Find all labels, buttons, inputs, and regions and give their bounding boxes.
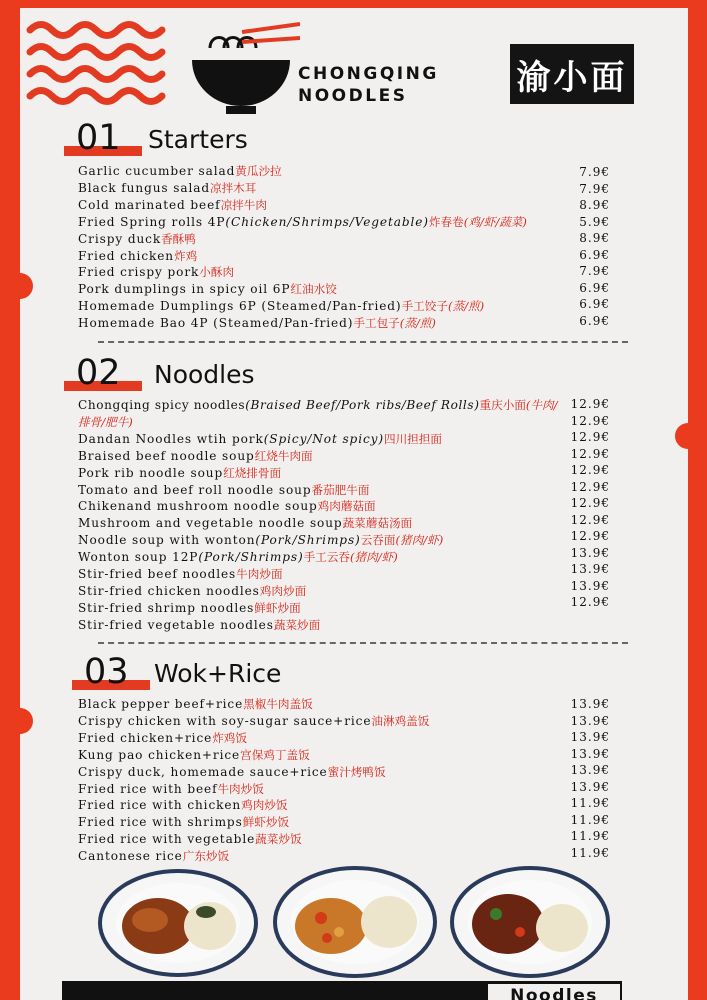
- menu-item-zh: 蔬菜蘑菇汤面: [342, 516, 413, 531]
- menu-item-price: 6.9€: [579, 247, 610, 262]
- menu-item-en: Pork dumplings in spicy oil 6P: [78, 282, 291, 297]
- menu-item-en: Garlic cucumber salad: [78, 164, 236, 178]
- section-title: Noodles: [154, 360, 255, 389]
- menu-item: [78, 583, 560, 600]
- menu-item-zh: 广东炒饭: [182, 849, 230, 864]
- menu-item-chinese: [254, 601, 300, 615]
- menu-item-zh: 红烧牛肉面: [254, 448, 313, 463]
- menu-item-en: Stir-fried vegetable noodles: [78, 617, 274, 632]
- menu-item-en: Kung pao chicken+rice: [78, 747, 241, 762]
- menu-item-zh: 炸鸡饭: [212, 730, 247, 745]
- menu-item-zh: 蔬菜炒饭: [255, 832, 302, 847]
- menu-item-en: Chongqing spicy noodles: [78, 398, 246, 412]
- menu-item-chinese: [221, 198, 267, 212]
- menu-item-en: Braised beef noodle soup: [78, 448, 255, 463]
- menu-item-price: 12.9€: [570, 595, 610, 609]
- menu-item-en: Homemade Bao 4P (Steamed/Pan-fried): [78, 316, 354, 331]
- chinese-name-badge: 渝小面: [510, 44, 634, 104]
- menu-item-chinese: [217, 782, 263, 796]
- menu-item-en: Fried rice with chicken: [78, 798, 242, 813]
- wok-rice-prices: [558, 696, 610, 861]
- menu-item-chinese: [311, 483, 369, 497]
- menu-item: [78, 298, 560, 315]
- logo-line-2: NOODLES: [298, 86, 408, 106]
- menu-item-en: Mushroom and vegetable noodle soup: [78, 516, 343, 531]
- menu-item-zh: 红烧排骨面: [223, 465, 282, 480]
- menu-item-price: 11.9€: [570, 812, 610, 827]
- menu-item-en: Noodle soup with wonton: [78, 533, 256, 548]
- menu-item-note: (Pork/Shrimps): [255, 533, 361, 548]
- menu-item: [78, 197, 560, 214]
- edge-notch: [675, 423, 688, 449]
- menu-item-price: 11.9€: [570, 829, 610, 843]
- menu-item-chinese: [304, 550, 398, 564]
- menu-item-chinese: [240, 748, 310, 762]
- menu-item-price: 12.9€: [570, 529, 610, 543]
- menu-item-zh: 鲜虾炒饭: [242, 815, 290, 830]
- menu-item-price: 13.9€: [570, 730, 610, 744]
- menu-item-zh: 炸鸡: [173, 248, 198, 263]
- menu-item-chinese: [210, 181, 256, 195]
- logo-line-1: CHONGQING: [298, 64, 439, 84]
- menu-item-en: Stir-fried shrimp noodles: [78, 600, 255, 615]
- noodle-bowl-icon: [190, 18, 300, 118]
- section-header-wok-rice: [72, 650, 332, 690]
- menu-item-chinese: [402, 299, 485, 313]
- wok-rice-list: [78, 696, 560, 865]
- menu-item-zh: 重庆小面: [479, 398, 526, 412]
- section-number: 01: [76, 118, 121, 158]
- menu-item-note: (Chicken/Shrimps/Vegetable): [225, 214, 429, 229]
- menu-item-price: 12.9€: [570, 397, 610, 411]
- menu-item-price: 13.9€: [570, 545, 610, 560]
- menu-item-chinese: [318, 499, 376, 513]
- menu-item-chinese: [183, 849, 229, 863]
- menu-item: [78, 747, 560, 764]
- section-divider: [98, 341, 628, 343]
- noodles-prices: [558, 396, 610, 611]
- menu-item-zh: 鸡肉炒饭: [241, 798, 288, 813]
- menu-item-price: 12.9€: [570, 413, 610, 428]
- menu-item-zh: 炸春卷: [428, 214, 464, 229]
- menu-item-price: 8.9€: [579, 231, 610, 245]
- menu-item-en: Pork rib noodle soup: [78, 465, 224, 480]
- menu-item: [78, 781, 560, 798]
- menu-item: [78, 498, 560, 515]
- section-header-starters: [64, 116, 324, 156]
- menu-item-en: Chikenand mushroom noodle soup: [78, 499, 318, 514]
- menu-item-zh-note: (牛肉/排骨/肥牛): [78, 398, 558, 429]
- menu-item-chinese: [255, 832, 301, 846]
- menu-item-chinese: [241, 798, 287, 812]
- menu-item: [78, 600, 560, 617]
- menu-item-en: Dandan Noodles wtih pork: [78, 431, 264, 446]
- section-title: Starters: [148, 125, 248, 154]
- menu-item: [78, 264, 560, 281]
- menu-item-price: 5.9€: [579, 214, 610, 229]
- menu-item: [78, 214, 560, 231]
- menu-item-zh: 黑椒牛肉盖饭: [243, 697, 313, 711]
- menu-item-zh: 云吞面: [360, 533, 396, 548]
- menu-item-en: Fried Spring rolls 4P: [78, 214, 226, 229]
- menu-item-price: 7.9€: [579, 165, 610, 179]
- menu-item-zh: 凉拌牛肉: [220, 197, 267, 212]
- menu-item-en: Fried crispy pork: [78, 265, 200, 280]
- menu-item-price: 13.9€: [570, 713, 610, 728]
- menu-item-price: 7.9€: [579, 181, 610, 196]
- menu-item: [78, 180, 560, 197]
- menu-item-en: Crispy duck, homemade sauce+rice: [78, 764, 328, 779]
- menu-item: [78, 730, 560, 747]
- menu-item-zh: 牛肉炒面: [236, 567, 283, 582]
- menu-item: [78, 848, 560, 865]
- starters-prices: [558, 164, 610, 329]
- menu-item-price: 12.9€: [570, 430, 610, 444]
- menu-item: [78, 713, 560, 730]
- menu-item-en: Stir-fried chicken noodles: [78, 583, 260, 598]
- edge-notch: [20, 273, 33, 299]
- restaurant-logo: [190, 18, 480, 123]
- menu-item-chinese: [353, 316, 436, 330]
- menu-item-en: Stir-fried beef noodles: [78, 567, 237, 582]
- menu-item: [78, 163, 560, 180]
- menu-item: [78, 482, 560, 499]
- menu-item-chinese: [361, 533, 444, 547]
- menu-item-note: (Pork/Shrimps): [198, 550, 304, 565]
- menu-item-zh: 凉拌木耳: [209, 180, 257, 195]
- menu-item-en: Fried rice with shrimps: [78, 815, 243, 830]
- menu-item-price: 11.9€: [570, 796, 610, 810]
- menu-item-zh-note: (猪肉/虾): [350, 550, 398, 565]
- menu-page: [20, 8, 688, 1000]
- menu-item-en: Fried rice with vegetable: [78, 832, 256, 847]
- wave-pattern-icon: [26, 18, 166, 108]
- menu-item-price: 13.9€: [570, 562, 610, 576]
- menu-item-zh: 鸡肉炒面: [259, 583, 307, 598]
- menu-item-chinese: [290, 282, 336, 296]
- menu-item-price: 12.9€: [570, 463, 610, 477]
- menu-item-chinese: [384, 432, 442, 446]
- menu-item-chinese: [235, 164, 281, 178]
- menu-item-en: Tomato and beef roll noodle soup: [78, 482, 312, 497]
- menu-item-zh-note: (蒸/煎): [447, 299, 485, 314]
- menu-item-zh: 蜜汁烤鸭饭: [327, 764, 386, 779]
- menu-item-price: 11.9€: [570, 845, 610, 860]
- menu-item-en: Cantonese rice: [78, 849, 183, 864]
- menu-item-chinese: [243, 815, 289, 829]
- edge-notch: [20, 708, 33, 734]
- menu-item-zh: 黄瓜沙拉: [235, 164, 282, 178]
- menu-item-price: 13.9€: [570, 779, 610, 794]
- menu-item-zh: 四川担担面: [384, 431, 442, 446]
- menu-item: [78, 465, 560, 482]
- menu-item-zh: 手工云吞: [303, 550, 351, 565]
- menu-item-price: 12.9€: [570, 496, 610, 510]
- menu-item-en: Fried chicken+rice: [78, 730, 213, 745]
- menu-item-zh: 牛肉炒饭: [217, 781, 264, 796]
- menu-item-price: 6.9€: [579, 297, 610, 311]
- menu-item: [78, 281, 560, 298]
- menu-item-chinese: [243, 697, 313, 711]
- menu-item-chinese: [343, 516, 413, 530]
- menu-item-en: Homemade Dumplings 6P (Steamed/Pan-fried): [78, 299, 402, 314]
- menu-item-price: 6.9€: [579, 280, 610, 295]
- menu-item: [78, 515, 560, 532]
- menu-item-price: 7.9€: [579, 264, 610, 278]
- menu-item: [78, 397, 560, 431]
- menu-item-en: Cold marinated beef: [78, 197, 221, 212]
- menu-item-en: Crispy duck: [78, 231, 162, 246]
- menu-item-chinese: [236, 567, 282, 581]
- menu-item: [78, 814, 560, 831]
- menu-item-en: Black pepper beef+rice: [78, 697, 244, 711]
- menu-item-chinese: [255, 449, 313, 463]
- menu-item-zh: 鲜虾炒面: [254, 600, 301, 615]
- menu-item: [78, 315, 560, 332]
- menu-item-price: 12.9€: [570, 512, 610, 527]
- dish-photo-icon: [450, 866, 610, 978]
- menu-item-zh-note: (蒸/煎): [399, 316, 436, 331]
- menu-item-chinese: [212, 731, 247, 745]
- menu-item-zh-note: (鸡/虾/蔬菜): [463, 214, 527, 229]
- menu-item-zh: 油淋鸡盖饭: [371, 713, 430, 728]
- menu-item-price: 12.9€: [570, 446, 610, 461]
- menu-item: [78, 831, 560, 848]
- noodles-list: [78, 397, 560, 634]
- menu-item-chinese: [371, 714, 429, 728]
- menu-item-en: Fried rice with beef: [78, 781, 218, 796]
- menu-item-price: 8.9€: [579, 198, 610, 212]
- menu-item-chinese: [328, 765, 386, 779]
- menu-item-chinese: [199, 265, 234, 279]
- footer-label: Noodles: [488, 984, 620, 1000]
- menu-item-zh: 宫保鸡丁盖饭: [240, 747, 310, 762]
- section-header-noodles: [64, 351, 324, 391]
- menu-item-en: Black fungus salad: [78, 180, 210, 195]
- menu-item: [78, 431, 560, 448]
- menu-item: [78, 231, 560, 248]
- dish-photo-icon: [273, 866, 438, 978]
- menu-item-price: 13.9€: [570, 697, 610, 711]
- menu-item: [78, 448, 560, 465]
- menu-item-price: 13.9€: [570, 763, 610, 777]
- starters-list: [78, 163, 560, 332]
- menu-item-zh: 红油水饺: [290, 282, 337, 297]
- menu-item-en: Wonton soup 12P: [78, 550, 199, 565]
- menu-item-chinese: [174, 249, 197, 263]
- section-number: 03: [84, 652, 129, 692]
- menu-item-zh: 小酥肉: [199, 265, 235, 280]
- menu-item-chinese: [274, 618, 320, 632]
- menu-item-zh: 蔬菜炒面: [273, 617, 321, 632]
- dish-photo-icon: [98, 868, 258, 978]
- menu-item: [78, 248, 560, 265]
- menu-item-zh: 鸡肉蘑菇面: [317, 499, 376, 514]
- section-number: 02: [76, 353, 121, 393]
- menu-item: [78, 797, 560, 814]
- menu-item-en: Crispy chicken with soy-sugar sauce+rice: [78, 713, 372, 728]
- menu-item-zh: 手工饺子: [401, 299, 448, 314]
- menu-item-zh: 番茄肥牛面: [311, 482, 370, 497]
- section-divider: [98, 642, 628, 644]
- menu-item-price: 12.9€: [570, 479, 610, 494]
- menu-item-note: (Spicy/Not spicy): [263, 431, 384, 446]
- menu-item-zh: 手工包子: [353, 316, 400, 331]
- menu-item: [78, 764, 560, 781]
- menu-item-note: (Braised Beef/Pork ribs/Beef Rolls): [245, 398, 480, 412]
- menu-item-price: 13.9€: [570, 578, 610, 593]
- menu-item-chinese: [161, 232, 196, 246]
- menu-item-chinese: [223, 466, 281, 480]
- menu-item-chinese: [260, 584, 306, 598]
- menu-item: [78, 696, 560, 713]
- menu-item-en: Fried chicken: [78, 248, 174, 263]
- menu-item-zh: 香酥鸭: [161, 231, 196, 246]
- menu-item-chinese: [429, 215, 527, 229]
- menu-item: [78, 566, 560, 583]
- menu-item-price: 6.9€: [579, 313, 610, 328]
- menu-item: [78, 532, 560, 549]
- menu-item: [78, 617, 560, 634]
- menu-item: [78, 549, 560, 566]
- menu-item-price: 13.9€: [570, 746, 610, 761]
- menu-item-zh-note: (猪肉/虾): [395, 533, 444, 548]
- section-title: Wok+Rice: [154, 659, 282, 688]
